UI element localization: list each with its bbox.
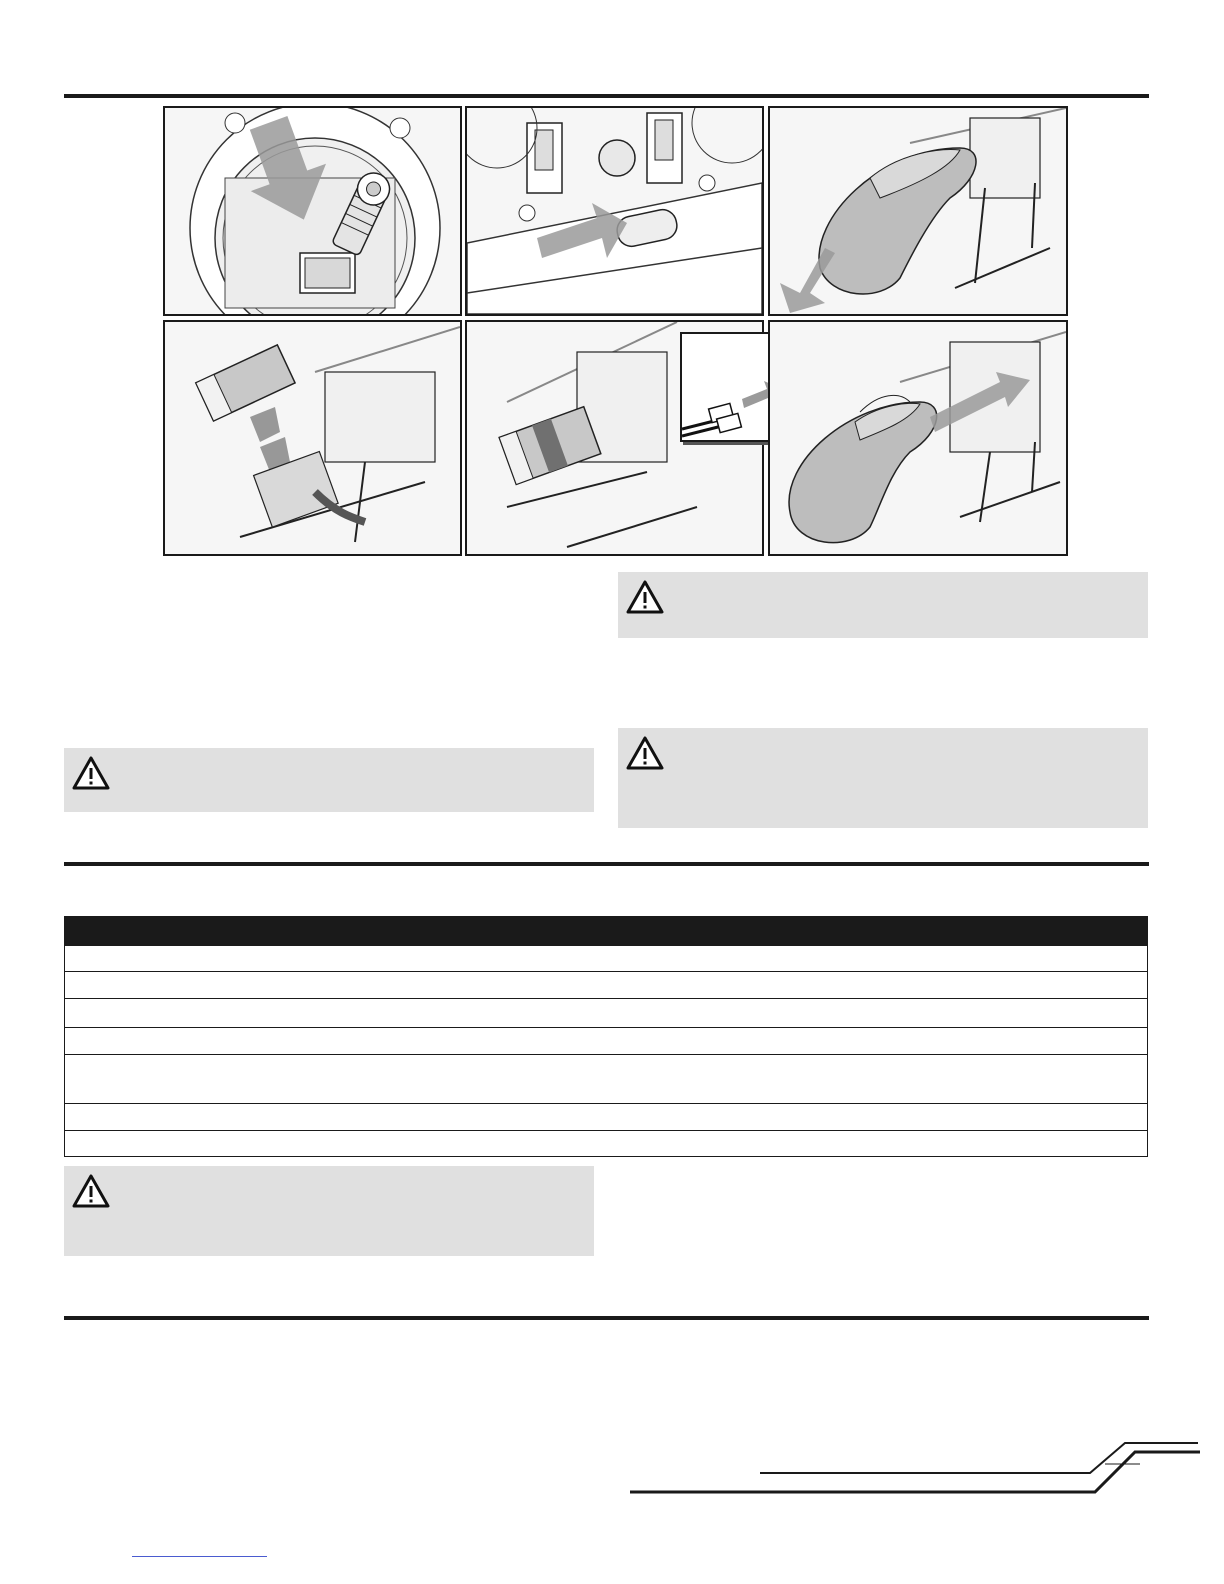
table-header (64, 916, 1148, 946)
transmitter-switch-illustration (467, 108, 762, 314)
section-rule-middle (64, 862, 1149, 866)
section-rule-bottom (64, 1316, 1149, 1320)
transmitter-stick-illustration (165, 108, 460, 314)
battery-tray-panel (163, 320, 462, 556)
footer-decoration (620, 1440, 1200, 1500)
footer-link[interactable] (132, 1556, 267, 1557)
canopy-install-panel (768, 320, 1068, 556)
transmitter-stick-panel (163, 106, 462, 316)
warning-box-right-2 (618, 728, 1148, 828)
warning-triangle-icon (72, 1174, 110, 1208)
warning-box-left-2 (64, 1166, 594, 1256)
table-row (65, 999, 1147, 1028)
section-rule-top (64, 94, 1149, 98)
transmitter-switch-panel (465, 106, 764, 316)
canopy-remove-illustration (770, 108, 1066, 314)
table-row (65, 972, 1147, 999)
warning-triangle-icon (626, 580, 664, 614)
table-row (65, 946, 1147, 972)
warning-box-right-1 (618, 572, 1148, 638)
canopy-remove-panel (768, 106, 1068, 316)
data-table (64, 946, 1148, 1157)
battery-tray-illustration (165, 322, 460, 554)
warning-triangle-icon (626, 736, 664, 770)
table-row (65, 1028, 1147, 1055)
warning-box-left-1 (64, 748, 594, 812)
canopy-install-illustration (770, 322, 1066, 554)
table-row (65, 1055, 1147, 1104)
table-row (65, 1104, 1147, 1131)
warning-triangle-icon (72, 756, 110, 790)
